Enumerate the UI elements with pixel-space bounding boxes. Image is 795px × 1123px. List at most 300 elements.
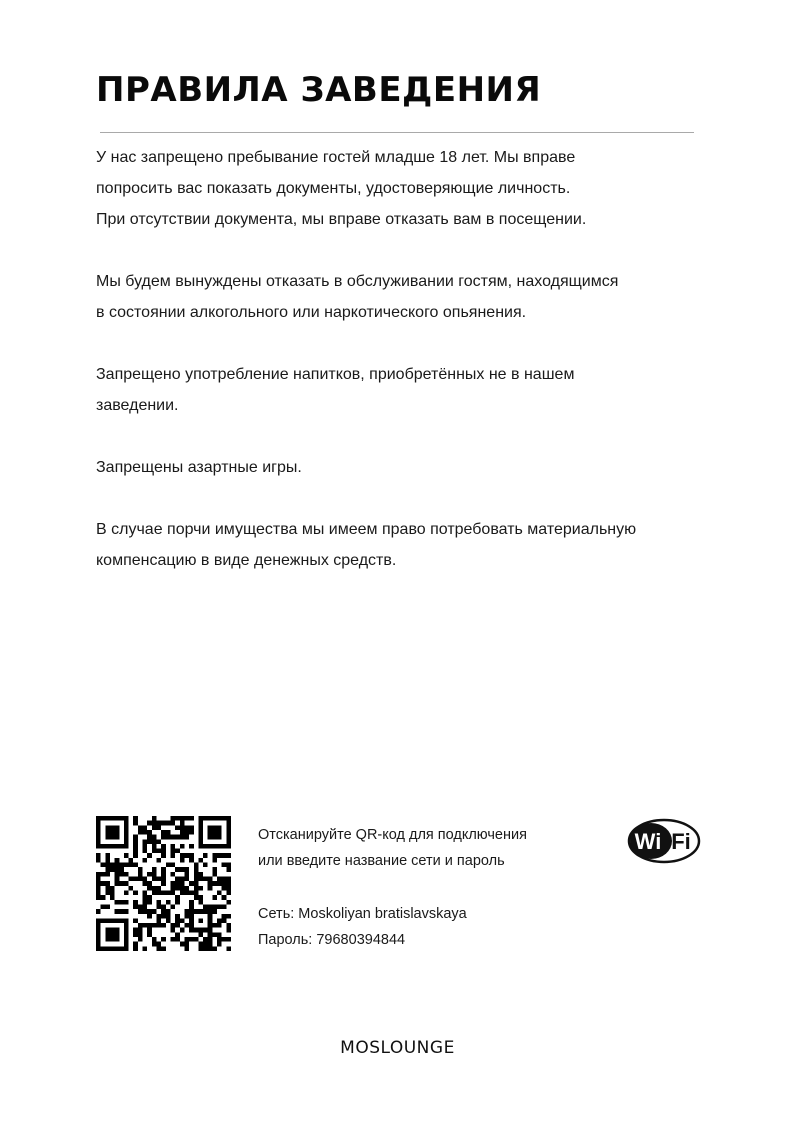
qr-module: [143, 890, 148, 895]
qr-module: [212, 932, 217, 937]
qr-module: [138, 825, 143, 830]
rule-line: компенсацию в виде денежных средств.: [96, 552, 397, 569]
qr-module: [212, 853, 217, 858]
qr-module: [189, 853, 194, 858]
qr-module: [170, 904, 175, 909]
wifi-password: Пароль: 79680394844: [258, 932, 406, 948]
qr-module: [175, 914, 180, 919]
qr-module: [170, 881, 175, 886]
qr-module: [222, 863, 227, 868]
qr-module: [226, 853, 231, 858]
qr-module: [133, 890, 138, 895]
qr-module: [161, 923, 166, 928]
qr-module: [198, 932, 203, 937]
qr-module: [119, 900, 124, 905]
qr-module: [152, 942, 157, 947]
qr-module: [166, 890, 171, 895]
qr-module: [161, 877, 166, 882]
qr-module: [133, 863, 138, 868]
wifi-instruction-line: Отсканируйте QR-код для подключения: [258, 827, 527, 843]
rule-property-damage: [96, 514, 706, 576]
qr-module: [143, 877, 148, 882]
qr-module: [217, 877, 222, 882]
qr-module: [184, 914, 189, 919]
qr-module: [143, 844, 148, 849]
qr-module: [133, 821, 138, 826]
qr-module: [198, 877, 203, 882]
qr-module: [184, 877, 189, 882]
qr-module: [175, 825, 180, 830]
wifi-logo-fi: Fi: [671, 829, 691, 854]
rule-line: Мы будем вынуждены отказать в обслуживании гостям, находящимся: [96, 273, 619, 290]
qr-module: [147, 928, 152, 933]
qr-module: [175, 849, 180, 854]
qr-module: [143, 909, 148, 914]
qr-module: [208, 942, 213, 947]
qr-module: [157, 890, 162, 895]
qr-module: [226, 946, 231, 951]
wifi-logo-icon: [627, 818, 701, 864]
qr-module: [226, 900, 231, 905]
qr-module: [175, 881, 180, 886]
qr-module: [105, 858, 110, 863]
wifi-instruction-line: или введите название сети и пароль: [258, 853, 505, 869]
qr-module: [147, 909, 152, 914]
qr-module: [152, 867, 157, 872]
qr-module: [161, 904, 166, 909]
qr-module: [222, 918, 227, 923]
qr-module: [124, 881, 129, 886]
qr-module: [138, 923, 143, 928]
qr-module: [170, 872, 175, 877]
qr-module: [157, 821, 162, 826]
qr-module: [147, 835, 152, 840]
qr-module: [129, 863, 134, 868]
qr-module: [115, 881, 120, 886]
qr-module: [226, 914, 231, 919]
qr-module: [124, 872, 129, 877]
qr-module: [110, 886, 115, 891]
wifi-info-spacer: [258, 874, 527, 901]
qr-module: [226, 881, 231, 886]
rule-outside-drinks: [96, 359, 706, 421]
rule-line: При отсутствии документа, мы вправе отказать вам в посещении.: [96, 211, 587, 228]
qr-module: [170, 849, 175, 854]
qr-module: [143, 904, 148, 909]
qr-module: [175, 895, 180, 900]
qr-module: [180, 821, 185, 826]
qr-module: [194, 886, 199, 891]
qr-module: [180, 835, 185, 840]
qr-module: [212, 909, 217, 914]
qr-module: [184, 923, 189, 928]
qr-module: [180, 830, 185, 835]
qr-module: [105, 867, 110, 872]
qr-module: [189, 900, 194, 905]
qr-module: [96, 890, 101, 895]
qr-module: [133, 844, 138, 849]
qr-module: [212, 872, 217, 877]
qr-module: [175, 900, 180, 905]
qr-module: [217, 923, 222, 928]
qr-module: [124, 863, 129, 868]
qr-module: [212, 858, 217, 863]
qr-module: [180, 942, 185, 947]
qr-module: [115, 909, 120, 914]
qr-module: [157, 918, 162, 923]
qr-module: [189, 890, 194, 895]
qr-module: [110, 895, 115, 900]
qr-module: [175, 932, 180, 937]
qr-module: [96, 872, 101, 877]
qr-module: [105, 872, 110, 877]
qr-module: [147, 853, 152, 858]
qr-module: [133, 877, 138, 882]
qr-module: [161, 853, 166, 858]
qr-module: [161, 881, 166, 886]
qr-module: [208, 886, 213, 891]
qr-module: [152, 821, 157, 826]
qr-module: [180, 844, 185, 849]
qr-module: [222, 914, 227, 919]
qr-module: [189, 858, 194, 863]
qr-module: [226, 877, 231, 882]
qr-module: [203, 946, 208, 951]
qr-module: [129, 886, 134, 891]
rule-line: попросить вас показать документы, удостоверяющие личность.: [96, 180, 571, 197]
qr-module: [138, 867, 143, 872]
qr-module: [166, 835, 171, 840]
qr-module: [105, 886, 110, 891]
qr-module: [119, 909, 124, 914]
qr-module: [143, 849, 148, 854]
qr-module: [161, 914, 166, 919]
qr-module: [226, 937, 231, 942]
wifi-info: [258, 822, 527, 953]
qr-module: [105, 904, 110, 909]
qr-module: [189, 816, 194, 821]
qr-module: [189, 844, 194, 849]
qr-module: [115, 863, 120, 868]
qr-module: [203, 863, 208, 868]
qr-module: [157, 946, 162, 951]
qr-module: [147, 914, 152, 919]
qr-module: [208, 937, 213, 942]
qr-finder-inner: [208, 825, 222, 839]
qr-module: [152, 923, 157, 928]
qr-module: [180, 858, 185, 863]
qr-module: [138, 928, 143, 933]
qr-module: [143, 946, 148, 951]
qr-module: [138, 937, 143, 942]
qr-module: [175, 923, 180, 928]
qr-module: [170, 890, 175, 895]
qr-module: [212, 923, 217, 928]
qr-module: [161, 890, 166, 895]
qr-module: [226, 886, 231, 891]
qr-module: [147, 830, 152, 835]
qr-module: [184, 825, 189, 830]
qr-module: [101, 904, 106, 909]
qr-module: [152, 844, 157, 849]
qr-module: [161, 867, 166, 872]
qr-module: [124, 909, 129, 914]
qr-module: [152, 886, 157, 891]
qr-module: [110, 890, 115, 895]
qr-module: [152, 839, 157, 844]
wifi-logo-graphic: [627, 818, 701, 864]
wifi-network-name: Сеть: Moskoliyan bratislavskaya: [258, 906, 467, 922]
qr-module: [147, 839, 152, 844]
qr-module: [212, 867, 217, 872]
qr-module: [175, 816, 180, 821]
qr-module: [152, 937, 157, 942]
rule-age: [96, 142, 706, 235]
qr-module: [147, 821, 152, 826]
qr-module: [217, 937, 222, 942]
rule-line: В случае порчи имущества мы имеем право потребовать материальную: [96, 521, 637, 538]
qr-module: [212, 946, 217, 951]
qr-module: [133, 918, 138, 923]
qr-module: [161, 946, 166, 951]
qr-module: [184, 816, 189, 821]
qr-module: [138, 909, 143, 914]
qr-module: [184, 942, 189, 947]
qr-module: [217, 904, 222, 909]
qr-module: [157, 877, 162, 882]
qr-module: [101, 895, 106, 900]
qr-module: [157, 904, 162, 909]
qr-module: [212, 895, 217, 900]
qr-module: [184, 867, 189, 872]
qr-module: [222, 904, 227, 909]
qr-module: [184, 886, 189, 891]
qr-module: [170, 835, 175, 840]
qr-module: [119, 867, 124, 872]
rule-line: Запрещено употребление напитков, приобретённых не в нашем: [96, 366, 575, 383]
qr-module: [138, 872, 143, 877]
brand-name: MOSLOUNGE: [340, 1038, 455, 1058]
qr-module: [175, 835, 180, 840]
qr-module: [157, 923, 162, 928]
qr-module: [194, 867, 199, 872]
qr-module: [157, 886, 162, 891]
qr-module: [208, 932, 213, 937]
qr-module: [119, 881, 124, 886]
qr-module: [147, 886, 152, 891]
qr-module: [194, 863, 199, 868]
qr-module: [96, 877, 101, 882]
qr-module: [166, 821, 171, 826]
qr-module: [166, 863, 171, 868]
qr-module: [157, 914, 162, 919]
title-divider: [100, 132, 694, 133]
qr-module: [133, 835, 138, 840]
qr-module: [198, 858, 203, 863]
qr-module: [222, 881, 227, 886]
qr-module: [189, 937, 194, 942]
qr-module: [157, 825, 162, 830]
qr-module: [161, 844, 166, 849]
qr-module: [170, 844, 175, 849]
qr-module: [152, 877, 157, 882]
qr-module: [161, 835, 166, 840]
qr-finder-inner: [105, 928, 119, 942]
qr-module: [198, 946, 203, 951]
qr-module: [198, 942, 203, 947]
qr-module: [222, 853, 227, 858]
qr-module: [170, 816, 175, 821]
qr-module: [96, 895, 101, 900]
qr-module: [133, 946, 138, 951]
qr-module: [175, 867, 180, 872]
qr-module: [157, 942, 162, 947]
qr-module: [184, 946, 189, 951]
qr-module: [119, 872, 124, 877]
qr-module: [184, 853, 189, 858]
qr-module: [170, 853, 175, 858]
qr-module: [226, 867, 231, 872]
qr-module: [222, 886, 227, 891]
qr-module: [208, 946, 213, 951]
qr-module: [152, 825, 157, 830]
qr-module: [119, 863, 124, 868]
qr-module: [115, 877, 120, 882]
qr-module: [212, 904, 217, 909]
qr-module: [194, 895, 199, 900]
qr-module: [152, 835, 157, 840]
qr-module: [217, 890, 222, 895]
qr-module: [115, 867, 120, 872]
qr-module: [184, 835, 189, 840]
qr-module: [161, 849, 166, 854]
qr-module: [180, 881, 185, 886]
qr-module: [180, 867, 185, 872]
qr-module: [194, 877, 199, 882]
rule-gambling: [96, 452, 706, 483]
qr-module: [157, 858, 162, 863]
qr-module: [226, 923, 231, 928]
qr-module: [170, 923, 175, 928]
qr-module: [203, 853, 208, 858]
qr-module: [222, 895, 227, 900]
rule-line: заведении.: [96, 397, 179, 414]
qr-module: [147, 923, 152, 928]
qr-module: [157, 839, 162, 844]
qr-module: [194, 890, 199, 895]
qr-module: [166, 918, 171, 923]
page-title: ПРАВИЛА ЗАВЕДЕНИЯ: [96, 70, 542, 110]
qr-module: [203, 942, 208, 947]
qr-module: [147, 895, 152, 900]
qr-module: [194, 881, 199, 886]
qr-module: [203, 904, 208, 909]
qr-module: [143, 825, 148, 830]
qr-module: [133, 849, 138, 854]
qr-module: [96, 858, 101, 863]
qr-module: [101, 872, 106, 877]
qr-module: [152, 872, 157, 877]
qr-module: [133, 942, 138, 947]
qr-module: [101, 881, 106, 886]
qr-module: [161, 821, 166, 826]
qr-module: [105, 881, 110, 886]
qr-module: [152, 816, 157, 821]
qr-module: [143, 881, 148, 886]
qr-module: [96, 853, 101, 858]
qr-module: [189, 830, 194, 835]
qr-module: [166, 830, 171, 835]
qr-module: [96, 881, 101, 886]
qr-module: [138, 877, 143, 882]
qr-module: [143, 895, 148, 900]
qr-module: [184, 890, 189, 895]
qr-module: [143, 923, 148, 928]
qr-module: [180, 918, 185, 923]
qr-module: [138, 904, 143, 909]
qr-module: [105, 890, 110, 895]
qr-module: [105, 853, 110, 858]
qr-module: [124, 853, 129, 858]
qr-module: [166, 900, 171, 905]
qr-module: [138, 932, 143, 937]
qr-module: [175, 937, 180, 942]
qr-module: [161, 909, 166, 914]
qr-module: [157, 849, 162, 854]
qr-module: [161, 830, 166, 835]
qr-module: [170, 928, 175, 933]
qr-module: [180, 877, 185, 882]
qr-module: [198, 872, 203, 877]
qr-module: [124, 890, 129, 895]
qr-module: [198, 900, 203, 905]
qr-module: [133, 839, 138, 844]
qr-module: [184, 872, 189, 877]
qr-module: [217, 881, 222, 886]
qr-module: [180, 890, 185, 895]
qr-module: [198, 895, 203, 900]
qr-module: [184, 937, 189, 942]
qr-module: [222, 937, 227, 942]
qr-finder-inner: [105, 825, 119, 839]
qr-module: [133, 900, 138, 905]
qr-module: [105, 863, 110, 868]
qr-module: [203, 877, 208, 882]
qr-module: [147, 872, 152, 877]
qr-module: [124, 900, 129, 905]
qr-module: [147, 900, 152, 905]
qr-module: [208, 881, 213, 886]
qr-module: [129, 877, 134, 882]
qr-module: [198, 886, 203, 891]
qr-module: [189, 881, 194, 886]
qr-module: [222, 877, 227, 882]
qr-module: [175, 877, 180, 882]
qr-module: [161, 937, 166, 942]
qr-module: [147, 932, 152, 937]
qr-module: [180, 886, 185, 891]
qr-module: [226, 928, 231, 933]
qr-module: [147, 881, 152, 886]
qr-module: [226, 890, 231, 895]
qr-module: [212, 881, 217, 886]
qr-module: [226, 863, 231, 868]
rule-line: У нас запрещено пребывание гостей младше 18 лет. Мы вправе: [96, 149, 576, 166]
qr-module: [208, 904, 213, 909]
qr-module: [157, 900, 162, 905]
qr-module: [110, 867, 115, 872]
qr-code-icon: [96, 816, 231, 951]
